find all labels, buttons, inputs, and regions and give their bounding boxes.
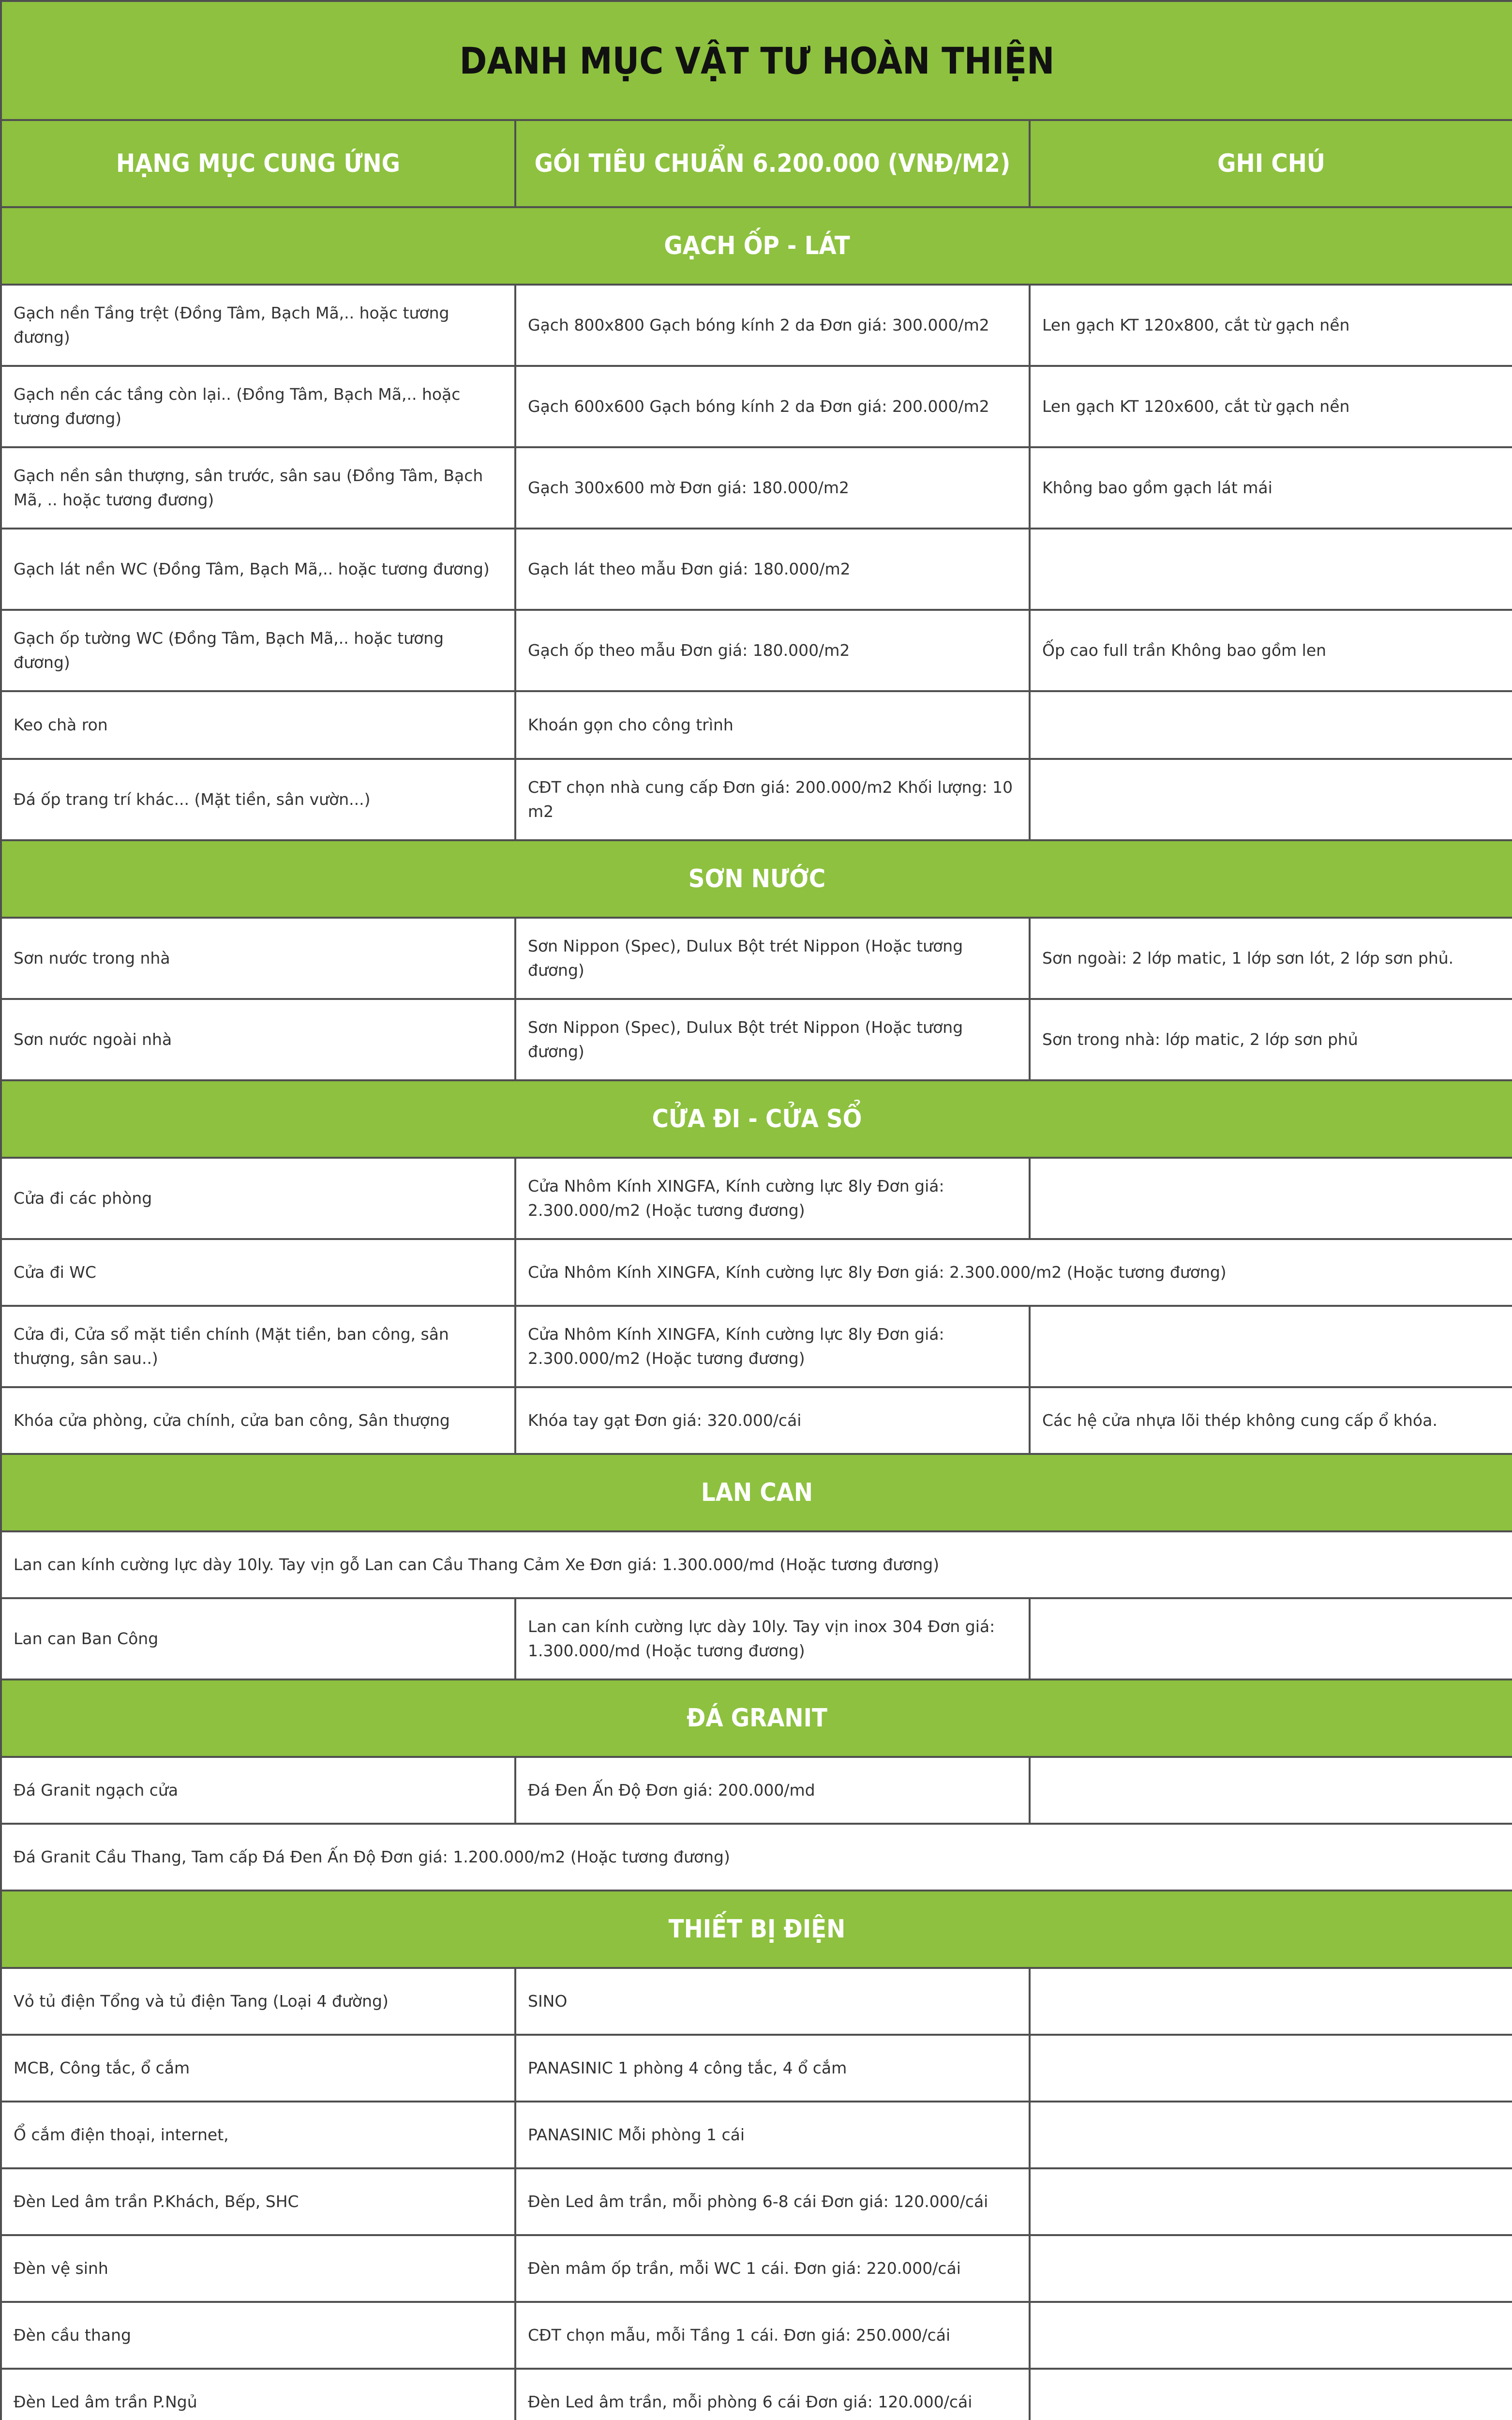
item-cell: Cửa đi WC <box>1 1239 515 1306</box>
table-row <box>1 2102 1512 2168</box>
table-row <box>1 1239 1512 1306</box>
item-cell: Cửa đi, Cửa sổ mặt tiền chính (Mặt tiền, ban công, sân thượng, sân sau..) <box>1 1306 515 1387</box>
item-cell: MCB, Công tắc, ổ cắm <box>1 2035 515 2102</box>
note-cell: Len gạch KT 120x800, cắt từ gạch nền <box>1030 285 1512 366</box>
item-cell: Đèn cầu thang <box>1 2302 515 2369</box>
package-cell: Đèn Led âm trần, mỗi phòng 6-8 cái Đơn giá: 120.000/cái <box>515 2168 1030 2235</box>
package-cell: Gạch ốp theo mẫu Đơn giá: 180.000/m2 <box>515 610 1030 691</box>
table-row <box>1 918 1512 999</box>
note-cell <box>1030 1158 1512 1239</box>
table-row <box>1 691 1512 759</box>
table-row <box>1 366 1512 447</box>
note-cell: Sơn trong nhà: lớp matic, 2 lớp sơn phủ <box>1030 999 1512 1080</box>
table-row <box>1 529 1512 610</box>
item-cell: Lan can Ban Công <box>1 1598 515 1679</box>
note-cell <box>1030 1757 1512 1824</box>
table-row <box>1 1387 1512 1454</box>
item-cell: Sơn nước ngoài nhà <box>1 999 515 1080</box>
note-cell <box>1030 2035 1512 2102</box>
title-row <box>1 1 1512 120</box>
item-cell: Gạch ốp tường WC (Đồng Tâm, Bạch Mã,.. hoặc tương đương) <box>1 610 515 691</box>
note-cell: Không bao gồm gạch lát mái <box>1030 447 1512 529</box>
package-cell: SINO <box>515 1968 1030 2035</box>
section-header-row <box>1 1679 1512 1757</box>
column-header-item: HẠNG MỤC CUNG ỨNG <box>1 120 515 207</box>
package-cell: Cửa Nhôm Kính XINGFA, Kính cường lực 8ly Đơn giá: 2.300.000/m2 (Hoặc tương đương) <box>515 1158 1030 1239</box>
column-header-row <box>1 120 1512 207</box>
item-cell: Gạch nền các tầng còn lại.. (Đồng Tâm, Bạch Mã,.. hoặc tương đương) <box>1 366 515 447</box>
table-row <box>1 285 1512 366</box>
package-cell: Cửa Nhôm Kính XINGFA, Kính cường lực 8ly Đơn giá: 2.300.000/m2 (Hoặc tương đương) <box>515 1306 1030 1387</box>
item-cell: Đá Granit Cầu Thang, Tam cấp Đá Đen Ấn Độ Đơn giá: 1.200.000/m2 (Hoặc tương đương) <box>1 1824 1512 1891</box>
package-cell: Gạch 600x600 Gạch bóng kính 2 da Đơn giá: 200.000/m2 <box>515 366 1030 447</box>
section-title: ĐÁ GRANIT <box>1 1679 1512 1757</box>
table-row <box>1 1306 1512 1387</box>
item-cell: Đèn vệ sinh <box>1 2235 515 2302</box>
package-cell: Sơn Nippon (Spec), Dulux Bột trét Nippon (Hoặc tương đương) <box>515 999 1030 1080</box>
section-title: THIẾT BỊ ĐIỆN <box>1 1891 1512 1968</box>
item-cell: Lan can kính cường lực dày 10ly. Tay vịn gỗ Lan can Cầu Thang Cảm Xe Đơn giá: 1.300.000/md (Hoặc tương đương) <box>1 1531 1512 1598</box>
item-cell: Khóa cửa phòng, cửa chính, cửa ban công, Sân thượng <box>1 1387 515 1454</box>
section-title: CỬA ĐI - CỬA SỔ <box>1 1080 1512 1158</box>
table-row <box>1 999 1512 1080</box>
section-header-row <box>1 1891 1512 1968</box>
package-cell: PANASINIC Mỗi phòng 1 cái <box>515 2102 1030 2168</box>
item-cell: Keo chà ron <box>1 691 515 759</box>
table-row <box>1 759 1512 840</box>
table-row <box>1 2369 1512 2420</box>
item-cell: Gạch nền Tầng trệt (Đồng Tâm, Bạch Mã,.. hoặc tương đương) <box>1 285 515 366</box>
note-cell <box>1030 759 1512 840</box>
item-cell: Gạch lát nền WC (Đồng Tâm, Bạch Mã,.. hoặc tương đương) <box>1 529 515 610</box>
section-title: SƠN NƯỚC <box>1 840 1512 918</box>
item-cell: Ổ cắm điện thoại, internet, <box>1 2102 515 2168</box>
package-cell: Cửa Nhôm Kính XINGFA, Kính cường lực 8ly Đơn giá: 2.300.000/m2 (Hoặc tương đương) <box>515 1239 1512 1306</box>
note-cell <box>1030 691 1512 759</box>
note-cell: Sơn ngoài: 2 lớp matic, 1 lớp sơn lót, 2 lớp sơn phủ. <box>1030 918 1512 999</box>
note-cell: Len gạch KT 120x600, cắt từ gạch nền <box>1030 366 1512 447</box>
column-header-note: GHI CHÚ <box>1030 120 1512 207</box>
package-cell: CĐT chọn nhà cung cấp Đơn giá: 200.000/m2 Khối lượng: 10 m2 <box>515 759 1030 840</box>
note-cell <box>1030 529 1512 610</box>
table-row <box>1 1598 1512 1679</box>
note-cell: Các hệ cửa nhựa lõi thép không cung cấp ổ khóa. <box>1030 1387 1512 1454</box>
note-cell <box>1030 2102 1512 2168</box>
package-cell: Đá Đen Ấn Độ Đơn giá: 200.000/md <box>515 1757 1030 1824</box>
item-cell: Đèn Led âm trần P.Ngủ <box>1 2369 515 2420</box>
section-header-row <box>1 840 1512 918</box>
item-cell: Đèn Led âm trần P.Khách, Bếp, SHC <box>1 2168 515 2235</box>
table-row <box>1 1968 1512 2035</box>
package-cell: PANASINIC 1 phòng 4 công tắc, 4 ổ cắm <box>515 2035 1030 2102</box>
table-row <box>1 2235 1512 2302</box>
note-cell <box>1030 2369 1512 2420</box>
package-cell: CĐT chọn mẫu, mỗi Tầng 1 cái. Đơn giá: 250.000/cái <box>515 2302 1030 2369</box>
note-cell: Ốp cao full trần Không bao gồm len <box>1030 610 1512 691</box>
package-cell: Đèn mâm ốp trần, mỗi WC 1 cái. Đơn giá: 220.000/cái <box>515 2235 1030 2302</box>
column-header-package: GÓI TIÊU CHUẨN 6.200.000 (VNĐ/M2) <box>515 120 1030 207</box>
section-title: LAN CAN <box>1 1454 1512 1531</box>
package-cell: Gạch 300x600 mờ Đơn giá: 180.000/m2 <box>515 447 1030 529</box>
item-cell: Vỏ tủ điện Tổng và tủ điện Tang (Loại 4 đường) <box>1 1968 515 2035</box>
section-header-row <box>1 1454 1512 1531</box>
table-row <box>1 610 1512 691</box>
item-cell: Đá ốp trang trí khác... (Mặt tiền, sân vườn...) <box>1 759 515 840</box>
table-row <box>1 2168 1512 2235</box>
package-cell: Lan can kính cường lực dày 10ly. Tay vịn inox 304 Đơn giá: 1.300.000/md (Hoặc tương đương) <box>515 1598 1030 1679</box>
section-header-row <box>1 1080 1512 1158</box>
section-header-row <box>1 207 1512 285</box>
table-row <box>1 2302 1512 2369</box>
package-cell: Đèn Led âm trần, mỗi phòng 6 cái Đơn giá: 120.000/cái <box>515 2369 1030 2420</box>
note-cell <box>1030 2302 1512 2369</box>
table-title: DANH MỤC VẬT TƯ HOÀN THIỆN <box>1 1 1512 120</box>
item-cell: Gạch nền sân thượng, sân trước, sân sau (Đồng Tâm, Bạch Mã, .. hoặc tương đương) <box>1 447 515 529</box>
table-row <box>1 447 1512 529</box>
table-row <box>1 1757 1512 1824</box>
package-cell: Sơn Nippon (Spec), Dulux Bột trét Nippon (Hoặc tương đương) <box>515 918 1030 999</box>
package-cell: Gạch 800x800 Gạch bóng kính 2 da Đơn giá: 300.000/m2 <box>515 285 1030 366</box>
item-cell: Sơn nước trong nhà <box>1 918 515 999</box>
table-row <box>1 1531 1512 1598</box>
note-cell <box>1030 1968 1512 2035</box>
item-cell: Đá Granit ngạch cửa <box>1 1757 515 1824</box>
table-row <box>1 1158 1512 1239</box>
note-cell <box>1030 2168 1512 2235</box>
item-cell: Cửa đi các phòng <box>1 1158 515 1239</box>
package-cell: Khoán gọn cho công trình <box>515 691 1030 759</box>
section-title: GẠCH ỐP - LÁT <box>1 207 1512 285</box>
table-row <box>1 2035 1512 2102</box>
package-cell: Khóa tay gạt Đơn giá: 320.000/cái <box>515 1387 1030 1454</box>
note-cell <box>1030 1306 1512 1387</box>
note-cell <box>1030 2235 1512 2302</box>
table-row <box>1 1824 1512 1891</box>
package-cell: Gạch lát theo mẫu Đơn giá: 180.000/m2 <box>515 529 1030 610</box>
note-cell <box>1030 1598 1512 1679</box>
